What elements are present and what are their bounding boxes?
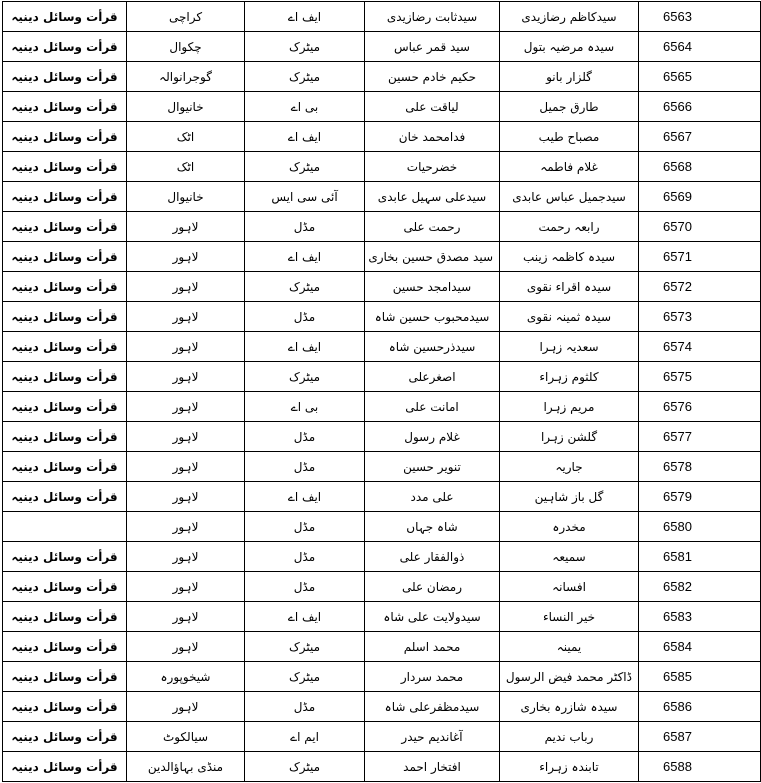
father-name-cell: امانت علی (365, 392, 500, 422)
education-cell: ایف اے (245, 122, 365, 152)
education-cell: ایم اے (245, 722, 365, 752)
city-cell: لاہور (127, 602, 245, 632)
name-cell: سیدہ ثمینہ نقوی (500, 302, 639, 332)
city-cell: لاہور (127, 272, 245, 302)
remark-cell: قرأت وسائل دینیہ (3, 272, 127, 302)
name-cell: سیدہ شازرہ بخاری (500, 692, 639, 722)
table-row (3, 752, 761, 782)
father-name-cell: سید قمر عباس (365, 32, 500, 62)
education-cell: مڈل (245, 512, 365, 542)
table-row (3, 62, 761, 92)
remark-cell: قرأت وسائل دینیہ (3, 362, 127, 392)
education-cell: مڈل (245, 422, 365, 452)
serial-number-cell: 6570 (639, 212, 761, 242)
name-cell: مریم زہرا (500, 392, 639, 422)
table-row (3, 2, 761, 32)
city-cell: چکوال (127, 32, 245, 62)
table-row (3, 392, 761, 422)
education-cell: مڈل (245, 692, 365, 722)
education-cell: مڈل (245, 572, 365, 602)
serial-number-cell: 6580 (639, 512, 761, 542)
table-row (3, 662, 761, 692)
city-cell: اٹک (127, 122, 245, 152)
table-row (3, 242, 761, 272)
education-cell: ایف اے (245, 242, 365, 272)
table-row (3, 722, 761, 752)
city-cell: لاہور (127, 422, 245, 452)
serial-number-cell: 6568 (639, 152, 761, 182)
serial-number-cell: 6578 (639, 452, 761, 482)
education-cell: میٹرک (245, 152, 365, 182)
city-cell: خانیوال (127, 92, 245, 122)
education-cell: ایف اے (245, 482, 365, 512)
serial-number-cell: 6565 (639, 62, 761, 92)
education-cell: بی اے (245, 392, 365, 422)
remark-cell: قرأت وسائل دینیہ (3, 302, 127, 332)
education-cell: مڈل (245, 542, 365, 572)
name-cell: گلزار بانو (500, 62, 639, 92)
table-row (3, 182, 761, 212)
city-cell: خانیوال (127, 182, 245, 212)
serial-number-cell: 6569 (639, 182, 761, 212)
table-row (3, 602, 761, 632)
education-cell: میٹرک (245, 662, 365, 692)
father-name-cell: سیدذرحسین شاہ (365, 332, 500, 362)
father-name-cell: محمد سردار (365, 662, 500, 692)
remark-cell: قرأت وسائل دینیہ (3, 422, 127, 452)
remark-cell: قرأت وسائل دینیہ (3, 542, 127, 572)
remark-cell: قرأت وسائل دینیہ (3, 662, 127, 692)
serial-number-cell: 6572 (639, 272, 761, 302)
education-cell: میٹرک (245, 362, 365, 392)
city-cell: لاہور (127, 512, 245, 542)
table-row (3, 302, 761, 332)
city-cell: لاہور (127, 482, 245, 512)
city-cell: لاہور (127, 302, 245, 332)
table-row (3, 212, 761, 242)
father-name-cell: رمضان علی (365, 572, 500, 602)
serial-number-cell: 6583 (639, 602, 761, 632)
serial-number-cell: 6582 (639, 572, 761, 602)
name-cell: سیدہ مرضیہ بتول (500, 32, 639, 62)
name-cell: ڈاکٹر محمد فیض الرسول (500, 662, 639, 692)
table-row (3, 362, 761, 392)
table-row (3, 542, 761, 572)
father-name-cell: علی مدد (365, 482, 500, 512)
name-cell: رابعہ رحمت (500, 212, 639, 242)
city-cell: شیخوپورہ (127, 662, 245, 692)
father-name-cell: خضرحیات (365, 152, 500, 182)
serial-number-cell: 6579 (639, 482, 761, 512)
father-name-cell: سیدولایت علی شاہ (365, 602, 500, 632)
city-cell: لاہور (127, 572, 245, 602)
name-cell: غلام فاطمہ (500, 152, 639, 182)
remark-cell: قرأت وسائل دینیہ (3, 122, 127, 152)
serial-number-cell: 6566 (639, 92, 761, 122)
name-cell: افسانہ (500, 572, 639, 602)
education-cell: میٹرک (245, 632, 365, 662)
city-cell: منڈی بہاؤالدین (127, 752, 245, 782)
serial-number-cell: 6574 (639, 332, 761, 362)
father-name-cell: سیدعلی سہیل عابدی (365, 182, 500, 212)
remark-cell: قرأت وسائل دینیہ (3, 152, 127, 182)
remark-cell: قرأت وسائل دینیہ (3, 692, 127, 722)
city-cell: سیالکوٹ (127, 722, 245, 752)
table-row (3, 422, 761, 452)
father-name-cell: رحمت علی (365, 212, 500, 242)
city-cell: لاہور (127, 542, 245, 572)
remark-cell: قرأت وسائل دینیہ (3, 392, 127, 422)
name-cell: سعدیہ زہرا (500, 332, 639, 362)
city-cell: لاہور (127, 392, 245, 422)
education-cell: مڈل (245, 452, 365, 482)
remark-cell: قرأت وسائل دینیہ (3, 482, 127, 512)
father-name-cell: فدامحمد خان (365, 122, 500, 152)
serial-number-cell: 6588 (639, 752, 761, 782)
father-name-cell: اصغرعلی (365, 362, 500, 392)
name-cell: سیدہ اقراء نقوی (500, 272, 639, 302)
education-cell: مڈل (245, 212, 365, 242)
education-cell: میٹرک (245, 62, 365, 92)
name-cell: گل باز شاہین (500, 482, 639, 512)
city-cell: اٹک (127, 152, 245, 182)
father-name-cell: افتخار احمد (365, 752, 500, 782)
father-name-cell: سیدامجد حسین (365, 272, 500, 302)
father-name-cell: حکیم خادم حسین (365, 62, 500, 92)
remark-cell: قرأت وسائل دینیہ (3, 182, 127, 212)
father-name-cell: ذوالفقار علی (365, 542, 500, 572)
city-cell: لاہور (127, 692, 245, 722)
table-row (3, 122, 761, 152)
father-name-cell: سیدمظفرعلی شاہ (365, 692, 500, 722)
table-row (3, 332, 761, 362)
name-cell: جاریہ (500, 452, 639, 482)
serial-number-cell: 6563 (639, 2, 761, 32)
father-name-cell: محمد اسلم (365, 632, 500, 662)
remark-cell: قرأت وسائل دینیہ (3, 632, 127, 662)
education-cell: ایف اے (245, 602, 365, 632)
table-row (3, 32, 761, 62)
remark-cell: قرأت وسائل دینیہ (3, 2, 127, 32)
father-name-cell: غلام رسول (365, 422, 500, 452)
remark-cell: قرأت وسائل دینیہ (3, 452, 127, 482)
father-name-cell: سیدثابت رضازیدی (365, 2, 500, 32)
education-cell: ایف اے (245, 332, 365, 362)
father-name-cell: شاہ جہاں (365, 512, 500, 542)
serial-number-cell: 6577 (639, 422, 761, 452)
name-cell: سیدجمیل عباس عابدی (500, 182, 639, 212)
table-row (3, 572, 761, 602)
name-cell: خیر النساء (500, 602, 639, 632)
table-row (3, 632, 761, 662)
name-cell: گلشن زہرا (500, 422, 639, 452)
remark-cell (3, 512, 127, 542)
father-name-cell: سید مصدق حسین بخاری (365, 242, 500, 272)
serial-number-cell: 6586 (639, 692, 761, 722)
remark-cell: قرأت وسائل دینیہ (3, 572, 127, 602)
city-cell: کراچی (127, 2, 245, 32)
name-cell: یمینہ (500, 632, 639, 662)
remark-cell: قرأت وسائل دینیہ (3, 242, 127, 272)
table-row (3, 452, 761, 482)
table-row (3, 482, 761, 512)
serial-number-cell: 6585 (639, 662, 761, 692)
serial-number-cell: 6575 (639, 362, 761, 392)
remark-cell: قرأت وسائل دینیہ (3, 212, 127, 242)
name-cell: مصباح طیب (500, 122, 639, 152)
remark-cell: قرأت وسائل دینیہ (3, 332, 127, 362)
father-name-cell: سیدمحبوب حسین شاہ (365, 302, 500, 332)
serial-number-cell: 6576 (639, 392, 761, 422)
name-cell: کلثوم زہراء (500, 362, 639, 392)
education-cell: بی اے (245, 92, 365, 122)
name-cell: سیدہ کاظمہ زینب (500, 242, 639, 272)
serial-number-cell: 6581 (639, 542, 761, 572)
serial-number-cell: 6564 (639, 32, 761, 62)
remark-cell: قرأت وسائل دینیہ (3, 602, 127, 632)
register-table (2, 1, 761, 782)
remark-cell: قرأت وسائل دینیہ (3, 32, 127, 62)
city-cell: لاہور (127, 332, 245, 362)
serial-number-cell: 6587 (639, 722, 761, 752)
serial-number-cell: 6571 (639, 242, 761, 272)
name-cell: طارق جمیل (500, 92, 639, 122)
city-cell: لاہور (127, 632, 245, 662)
education-cell: آئی سی ایس (245, 182, 365, 212)
city-cell: لاہور (127, 452, 245, 482)
register-body (3, 2, 761, 782)
education-cell: میٹرک (245, 32, 365, 62)
name-cell: سیدکاظم رضازیدی (500, 2, 639, 32)
education-cell: مڈل (245, 302, 365, 332)
city-cell: گوجرانوالہ (127, 62, 245, 92)
remark-cell: قرأت وسائل دینیہ (3, 92, 127, 122)
table-row (3, 152, 761, 182)
table-row (3, 692, 761, 722)
father-name-cell: آغاندیم حیدر (365, 722, 500, 752)
table-row (3, 272, 761, 302)
name-cell: مخدرہ (500, 512, 639, 542)
table-row (3, 92, 761, 122)
name-cell: سمیعہ (500, 542, 639, 572)
serial-number-cell: 6567 (639, 122, 761, 152)
city-cell: لاہور (127, 242, 245, 272)
father-name-cell: لیاقت علی (365, 92, 500, 122)
serial-number-cell: 6573 (639, 302, 761, 332)
father-name-cell: تنویر حسین (365, 452, 500, 482)
education-cell: ایف اے (245, 2, 365, 32)
education-cell: میٹرک (245, 272, 365, 302)
city-cell: لاہور (127, 212, 245, 242)
table-row (3, 512, 761, 542)
remark-cell: قرأت وسائل دینیہ (3, 752, 127, 782)
serial-number-cell: 6584 (639, 632, 761, 662)
remark-cell: قرأت وسائل دینیہ (3, 722, 127, 752)
name-cell: تابندہ زہراء (500, 752, 639, 782)
education-cell: میٹرک (245, 752, 365, 782)
name-cell: رباب ندیم (500, 722, 639, 752)
city-cell: لاہور (127, 362, 245, 392)
remark-cell: قرأت وسائل دینیہ (3, 62, 127, 92)
